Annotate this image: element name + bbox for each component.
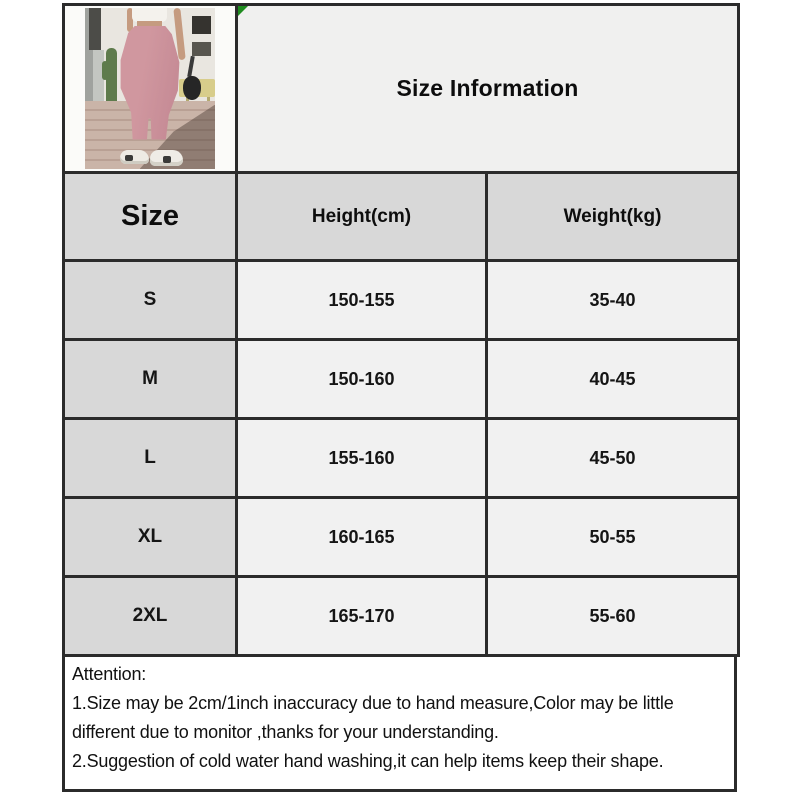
table-row — [64, 261, 739, 340]
green-corner-marker-icon — [238, 6, 248, 16]
photo-door-glass — [89, 8, 101, 50]
top-row — [64, 5, 739, 173]
weight-value: 50-55 — [487, 498, 739, 577]
column-header-height: Height(cm) — [237, 173, 487, 261]
title-cell — [237, 5, 739, 173]
product-photo-cell — [64, 5, 237, 173]
size-label: L — [64, 419, 237, 498]
height-value: 165-170 — [237, 577, 487, 656]
photo-window-light — [192, 42, 212, 56]
page-title: Size Information — [396, 75, 579, 101]
size-chart-sheet — [62, 3, 737, 792]
column-header-weight: Weight(kg) — [487, 173, 739, 261]
attention-note-2: 2.Suggestion of cold water hand washing,it can help items keep their shape. — [72, 751, 664, 771]
table-row — [64, 419, 739, 498]
weight-value: 35-40 — [487, 261, 739, 340]
size-label: 2XL — [64, 577, 237, 656]
attention-note-1: 1.Size may be 2cm/1inch inaccuracy due to hand measure,Color may be little different due to monitor ,thanks for your understanding. — [72, 693, 674, 742]
product-photo — [85, 8, 215, 169]
photo-cactus-arm — [102, 61, 109, 80]
height-value: 160-165 — [237, 498, 487, 577]
size-label: S — [64, 261, 237, 340]
photo-sneaker-accent-left — [125, 155, 133, 161]
size-table — [62, 3, 740, 657]
size-label: XL — [64, 498, 237, 577]
height-value: 155-160 — [237, 419, 487, 498]
weight-value: 55-60 — [487, 577, 739, 656]
photo-black-bag — [183, 76, 201, 100]
weight-value: 40-45 — [487, 340, 739, 419]
height-value: 150-160 — [237, 340, 487, 419]
size-label: M — [64, 340, 237, 419]
table-row — [64, 340, 739, 419]
table-row — [64, 577, 739, 656]
table-row — [64, 498, 739, 577]
attention-heading: Attention: — [72, 664, 147, 684]
column-header-size: Size — [64, 173, 237, 261]
photo-window-dark — [192, 16, 212, 34]
table-header-row — [64, 173, 739, 261]
photo-bag-strap — [187, 56, 194, 77]
height-value: 150-155 — [237, 261, 487, 340]
photo-sneaker-accent-right — [163, 156, 171, 162]
attention-box — [62, 654, 737, 792]
weight-value: 45-50 — [487, 419, 739, 498]
